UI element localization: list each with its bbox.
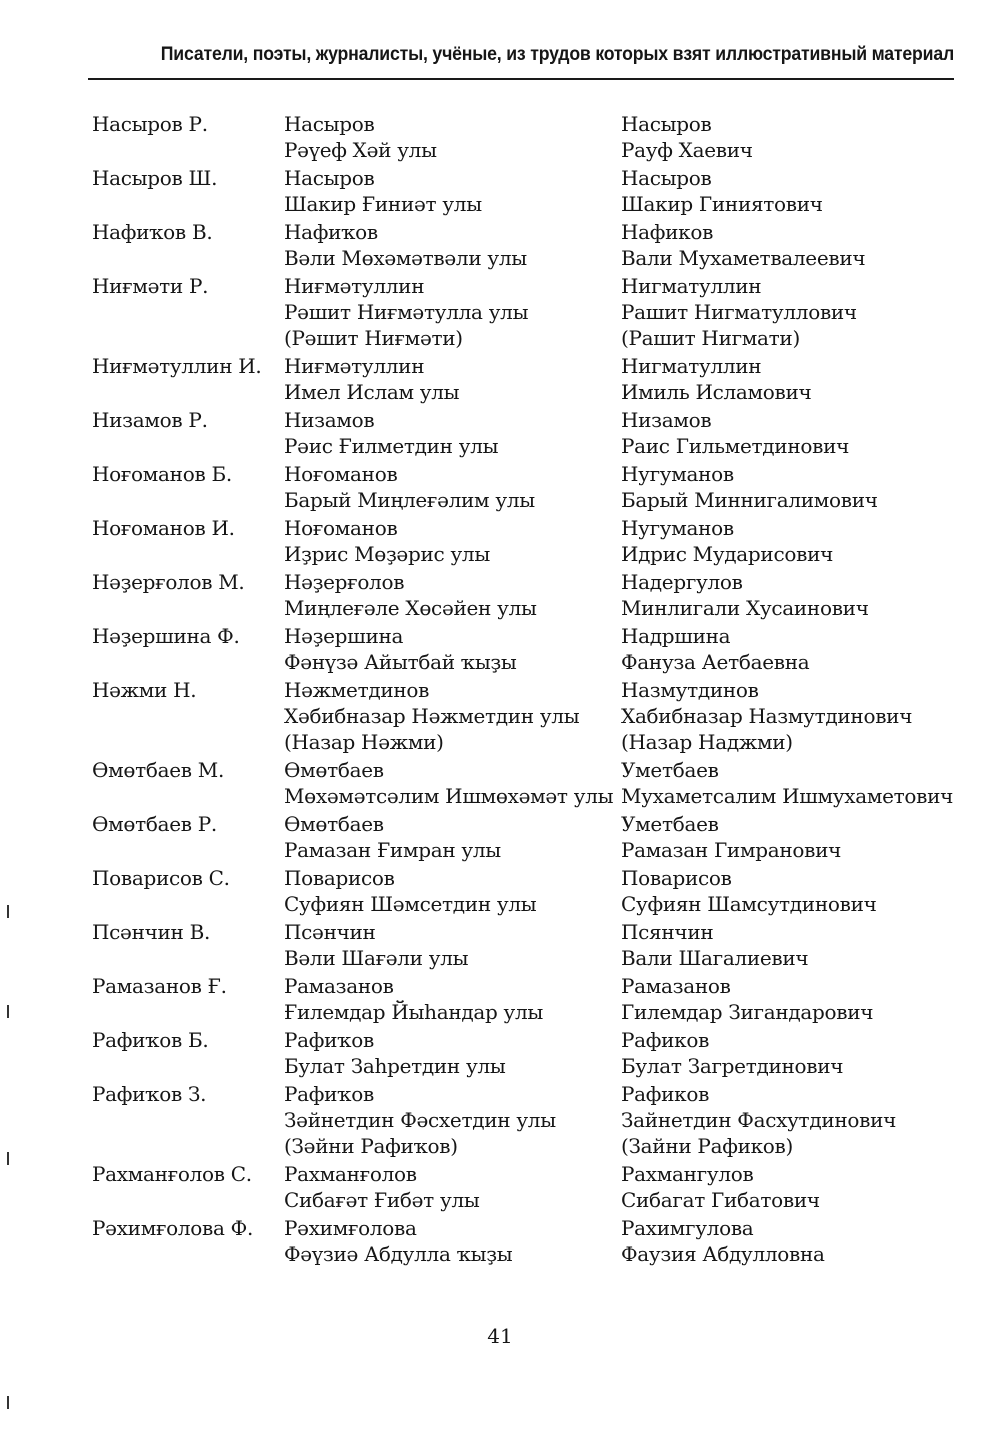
author-short-name: Ниғмәтуллин И. xyxy=(92,354,262,378)
russian-name-line: Минлигали Хусаинович xyxy=(621,596,869,620)
author-russian-name xyxy=(621,111,952,163)
author-bashkir-name xyxy=(284,165,621,217)
bashkir-name-line: Ниғмәтуллин xyxy=(284,274,425,298)
russian-name-line: Рафиков xyxy=(621,1082,710,1106)
author-entry xyxy=(92,865,952,917)
author-russian-name xyxy=(621,219,952,271)
russian-name-line: Насыров xyxy=(621,166,712,190)
author-entry xyxy=(92,515,952,567)
russian-name-line: Вали Шагалиевич xyxy=(621,946,809,970)
russian-name-line: Поварисов xyxy=(621,866,732,890)
author-russian-name xyxy=(621,1161,952,1213)
author-russian-name xyxy=(621,811,952,863)
russian-name-line: Мухаметсалим Ишмухаметович xyxy=(621,784,954,808)
russian-name-line: Фануза Аетбаевна xyxy=(621,650,810,674)
author-russian-name xyxy=(621,165,952,217)
bashkir-name-line: Вәли Мөхәмәтвәли улы xyxy=(284,246,527,270)
author-short-name: Өмөтбаев М. xyxy=(92,758,225,782)
author-russian-name xyxy=(621,623,952,675)
author-bashkir-name xyxy=(284,973,621,1025)
author-short-name: Нәҙерғолов М. xyxy=(92,570,245,594)
author-short-name: Рафиҡов Б. xyxy=(92,1028,209,1052)
bashkir-name-line: Рафиҡов xyxy=(284,1082,374,1106)
russian-name-line: Фаузия Абдулловна xyxy=(621,1242,825,1266)
author-entry xyxy=(92,165,952,217)
author-russian-name xyxy=(621,865,952,917)
author-list xyxy=(92,111,952,1269)
bashkir-name-line: (Назар Нәжми) xyxy=(284,730,444,754)
header-rule xyxy=(88,78,954,80)
author-short-name: Нәжми Н. xyxy=(92,678,197,702)
russian-name-line: Нигматуллин xyxy=(621,354,762,378)
bashkir-name-line: Псәнчин xyxy=(284,920,376,944)
russian-name-line: Суфиян Шамсутдинович xyxy=(621,892,877,916)
bashkir-name-line: (Зәйни Рафиҡов) xyxy=(284,1134,458,1158)
author-bashkir-name xyxy=(284,353,621,405)
author-short-name: Насыров Р. xyxy=(92,112,208,136)
bashkir-name-line: Рамазан Ғимран улы xyxy=(284,838,501,862)
author-russian-name xyxy=(621,515,952,567)
russian-name-line: Имиль Исламович xyxy=(621,380,812,404)
russian-name-line: Рафиков xyxy=(621,1028,710,1052)
russian-name-line: Сибагат Гибатович xyxy=(621,1188,820,1212)
russian-name-line: Нугуманов xyxy=(621,462,734,486)
bashkir-name-line: Нәжметдинов xyxy=(284,678,430,702)
author-entry xyxy=(92,407,952,459)
author-short-name: Ноғоманов И. xyxy=(92,516,235,540)
author-bashkir-name xyxy=(284,1215,621,1267)
author-entry xyxy=(92,273,952,351)
bashkir-name-line: Нәҙершина xyxy=(284,624,404,648)
author-entry xyxy=(92,1081,952,1159)
russian-name-line: Хабибназар Назмутдинович xyxy=(621,704,913,728)
bashkir-name-line: Сибағәт Ғибәт улы xyxy=(284,1188,480,1212)
author-short-name: Рамазанов Ғ. xyxy=(92,974,227,998)
bashkir-name-line: Имел Ислам улы xyxy=(284,380,460,404)
author-entry xyxy=(92,1027,952,1079)
russian-name-line: Раис Гильметдинович xyxy=(621,434,850,458)
bashkir-name-line: Насыров xyxy=(284,112,375,136)
scan-edge-mark xyxy=(7,1005,9,1018)
author-russian-name xyxy=(621,461,952,513)
author-russian-name xyxy=(621,1215,952,1267)
bashkir-name-line: Рәис Ғилметдин улы xyxy=(284,434,499,458)
bashkir-name-line: Миңлеғәле Хөсәйен улы xyxy=(284,596,537,620)
bashkir-name-line: Мөхәмәтсәлим Ишмөхәмәт улы xyxy=(284,784,614,808)
author-russian-name xyxy=(621,919,952,971)
author-bashkir-name xyxy=(284,1081,621,1159)
bashkir-name-line: Нәҙерғолов xyxy=(284,570,405,594)
author-bashkir-name xyxy=(284,1027,621,1079)
russian-name-line: Зайнетдин Фасхутдинович xyxy=(621,1108,897,1132)
scan-edge-mark xyxy=(7,1396,9,1409)
russian-name-line: Нугуманов xyxy=(621,516,734,540)
russian-name-line: Рашит Нигматуллович xyxy=(621,300,857,324)
author-bashkir-name xyxy=(284,623,621,675)
author-bashkir-name xyxy=(284,677,621,755)
russian-name-line: Нигматуллин xyxy=(621,274,762,298)
author-entry xyxy=(92,353,952,405)
russian-name-line: Вали Мухаметвалеевич xyxy=(621,246,866,270)
bashkir-name-line: Рахманғолов xyxy=(284,1162,417,1186)
bashkir-name-line: Насыров xyxy=(284,166,375,190)
russian-name-line: (Зайни Рафиков) xyxy=(621,1134,794,1158)
author-short-name: Рафиҡов З. xyxy=(92,1082,207,1106)
author-russian-name xyxy=(621,757,953,809)
author-entry xyxy=(92,623,952,675)
bashkir-name-line: Рәхимғолова xyxy=(284,1216,417,1240)
bashkir-name-line: Фәнүзә Айытбай ҡыҙы xyxy=(284,650,517,674)
page-header-title: Писатели, поэты, журналисты, учёные, из трудов которых взят иллюстративный материал xyxy=(160,44,954,65)
author-bashkir-name xyxy=(284,919,621,971)
bashkir-name-line: Ниғмәтуллин xyxy=(284,354,425,378)
russian-name-line: Гилемдар Зигандарович xyxy=(621,1000,874,1024)
author-entry xyxy=(92,919,952,971)
author-russian-name xyxy=(621,973,952,1025)
bashkir-name-line: Ғилемдар Йыһандар улы xyxy=(284,1000,544,1024)
author-entry xyxy=(92,461,952,513)
bashkir-name-line: Зәйнетдин Фәсхетдин улы xyxy=(284,1108,556,1132)
author-entry xyxy=(92,677,952,755)
russian-name-line: (Назар Наджми) xyxy=(621,730,793,754)
bashkir-name-line: Поварисов xyxy=(284,866,395,890)
russian-name-line: Уметбаев xyxy=(621,758,719,782)
author-bashkir-name xyxy=(284,461,621,513)
author-bashkir-name xyxy=(284,407,621,459)
author-russian-name xyxy=(621,677,952,755)
author-entry xyxy=(92,811,952,863)
russian-name-line: Рауф Хаевич xyxy=(621,138,753,162)
bashkir-name-line: Нафиҡов xyxy=(284,220,378,244)
bashkir-name-line: Иҙрис Мөҙәрис улы xyxy=(284,542,490,566)
bashkir-name-line: Ноғоманов xyxy=(284,462,398,486)
author-bashkir-name xyxy=(284,273,621,351)
author-short-name: Насыров Ш. xyxy=(92,166,218,190)
bashkir-name-line: Низамов xyxy=(284,408,375,432)
author-russian-name xyxy=(621,1027,952,1079)
scan-edge-mark xyxy=(7,905,9,918)
author-bashkir-name xyxy=(284,1161,621,1213)
author-short-name: Нафиҡов В. xyxy=(92,220,213,244)
author-bashkir-name xyxy=(284,865,621,917)
author-russian-name xyxy=(621,273,952,351)
author-short-name: Рахманғолов С. xyxy=(92,1162,252,1186)
bashkir-name-line: Ноғоманов xyxy=(284,516,398,540)
author-entry xyxy=(92,111,952,163)
bashkir-name-line: Рәшит Ниғмәтулла улы xyxy=(284,300,529,324)
page-number: 41 xyxy=(487,1324,513,1348)
bashkir-name-line: Рамазанов xyxy=(284,974,394,998)
author-short-name: Өмөтбаев Р. xyxy=(92,812,217,836)
russian-name-line: Псянчин xyxy=(621,920,714,944)
russian-name-line: Рахмангулов xyxy=(621,1162,754,1186)
russian-name-line: (Рашит Нигмати) xyxy=(621,326,800,350)
author-short-name: Поварисов С. xyxy=(92,866,230,890)
bashkir-name-line: Рафиҡов xyxy=(284,1028,374,1052)
bashkir-name-line: Фәүзиә Абдулла ҡыҙы xyxy=(284,1242,513,1266)
author-russian-name xyxy=(621,353,952,405)
russian-name-line: Рахимгулова xyxy=(621,1216,754,1240)
russian-name-line: Барый Миннигалимович xyxy=(621,488,878,512)
russian-name-line: Назмутдинов xyxy=(621,678,759,702)
author-bashkir-name xyxy=(284,111,621,163)
author-entry xyxy=(92,973,952,1025)
russian-name-line: Уметбаев xyxy=(621,812,719,836)
scan-edge-mark xyxy=(7,1152,9,1165)
bashkir-name-line: Вәли Шағәли улы xyxy=(284,946,469,970)
russian-name-line: Надергулов xyxy=(621,570,743,594)
bashkir-name-line: Рәүеф Хәй улы xyxy=(284,138,437,162)
author-entry xyxy=(92,1161,952,1213)
author-short-name: Ноғоманов Б. xyxy=(92,462,232,486)
russian-name-line: Шакир Гиниятович xyxy=(621,192,823,216)
author-bashkir-name xyxy=(284,219,621,271)
bashkir-name-line: Булат Заһретдин улы xyxy=(284,1054,506,1078)
author-bashkir-name xyxy=(284,811,621,863)
author-short-name: Рәхимғолова Ф. xyxy=(92,1216,254,1240)
author-entry xyxy=(92,219,952,271)
author-short-name: Ниғмәти Р. xyxy=(92,274,209,298)
russian-name-line: Булат Загретдинович xyxy=(621,1054,844,1078)
russian-name-line: Надршина xyxy=(621,624,731,648)
author-entry xyxy=(92,1215,952,1267)
bashkir-name-line: Шакир Ғиниәт улы xyxy=(284,192,482,216)
russian-name-line: Низамов xyxy=(621,408,712,432)
russian-name-line: Нафиков xyxy=(621,220,714,244)
bashkir-name-line: (Рәшит Ниғмәти) xyxy=(284,326,463,350)
author-entry xyxy=(92,569,952,621)
author-russian-name xyxy=(621,407,952,459)
bashkir-name-line: Өмөтбаев xyxy=(284,758,384,782)
author-short-name: Низамов Р. xyxy=(92,408,208,432)
bashkir-name-line: Суфиян Шәмсетдин улы xyxy=(284,892,537,916)
author-bashkir-name xyxy=(284,757,621,809)
author-short-name: Нәҙершина Ф. xyxy=(92,624,240,648)
author-entry xyxy=(92,757,952,809)
russian-name-line: Насыров xyxy=(621,112,712,136)
author-russian-name xyxy=(621,1081,952,1159)
author-short-name: Псәнчин В. xyxy=(92,920,211,944)
bashkir-name-line: Хәбибназар Нәжметдин улы xyxy=(284,704,580,728)
bashkir-name-line: Барый Миңлеғәлим улы xyxy=(284,488,535,512)
author-bashkir-name xyxy=(284,515,621,567)
author-russian-name xyxy=(621,569,952,621)
bashkir-name-line: Өмөтбаев xyxy=(284,812,384,836)
russian-name-line: Рамазанов xyxy=(621,974,731,998)
russian-name-line: Рамазан Гимранович xyxy=(621,838,842,862)
russian-name-line: Идрис Мударисович xyxy=(621,542,834,566)
author-bashkir-name xyxy=(284,569,621,621)
